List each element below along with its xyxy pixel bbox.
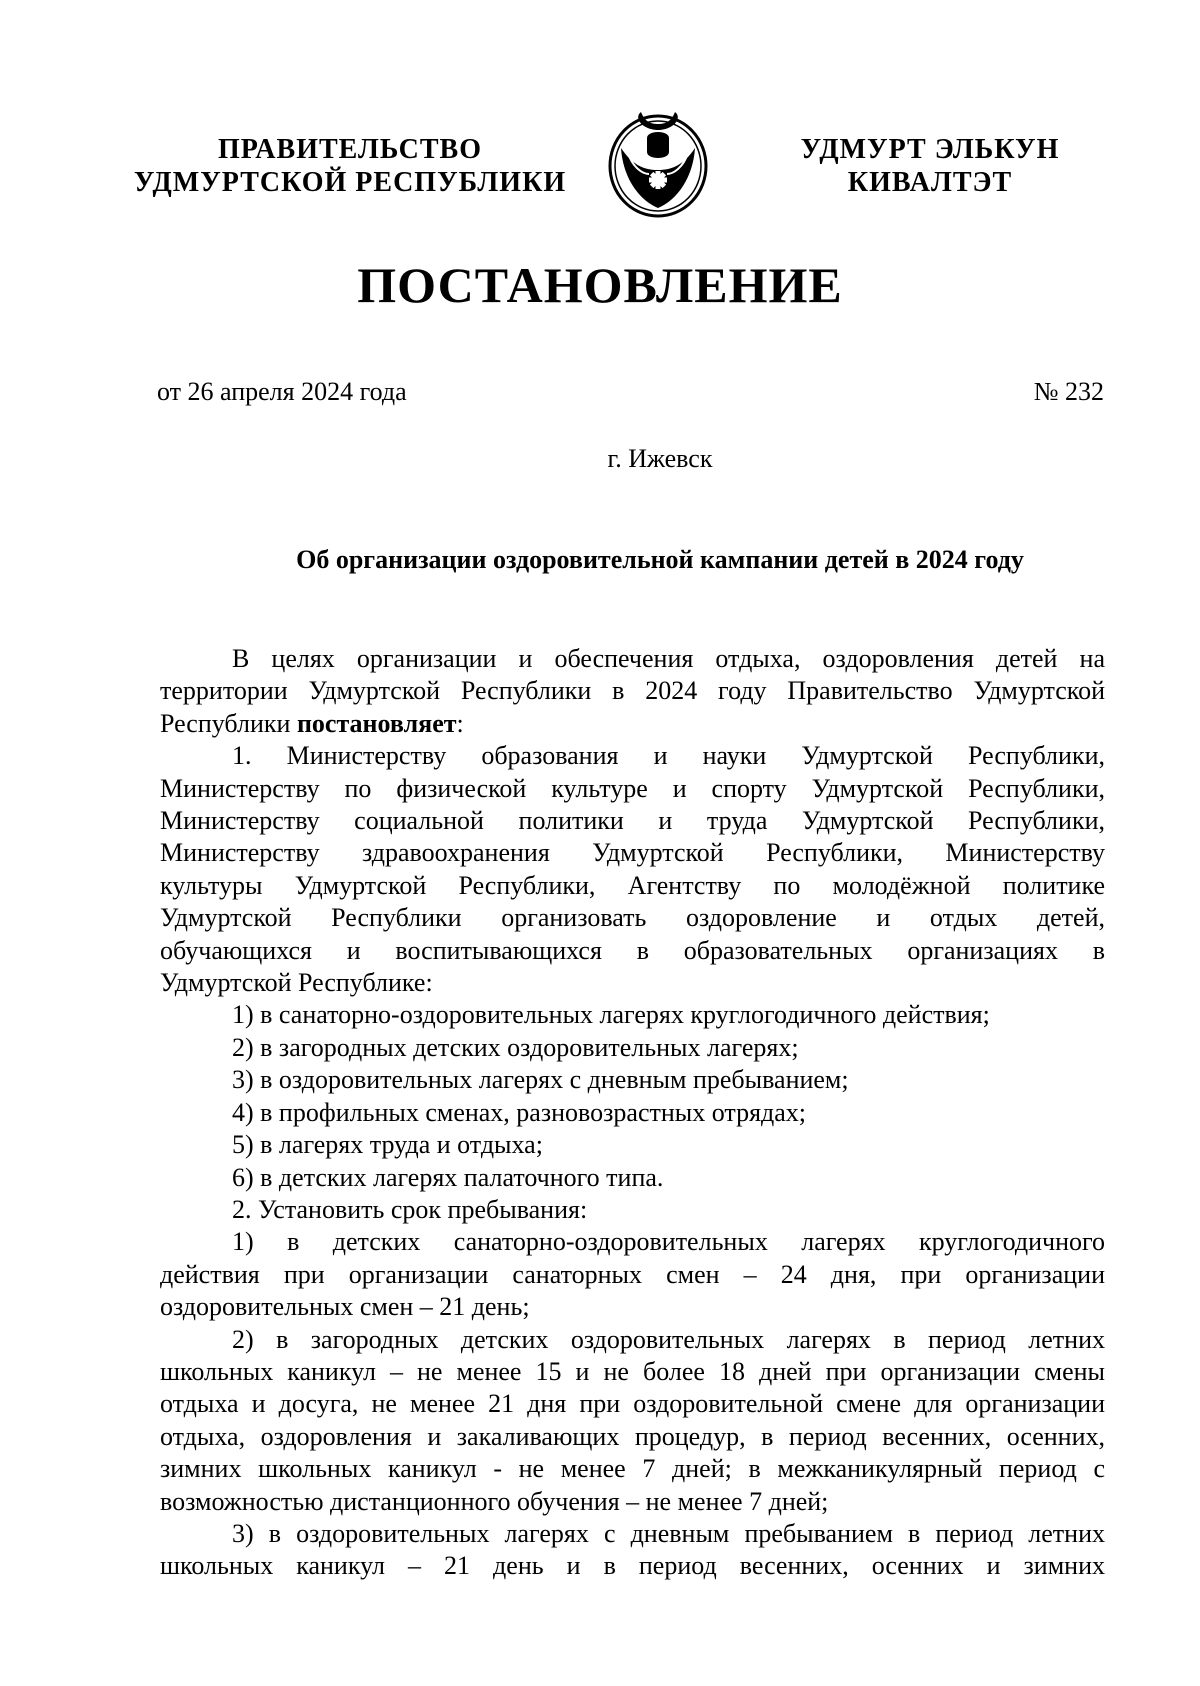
list-item: 2) в загородных детских оздоровительных лагерях;: [232, 1032, 799, 1062]
list-item: 1) в санаторно-оздоровительных лагерях круглогодичного действия;: [232, 1000, 990, 1030]
list-item: 6) в детских лагерях палаточного типа.: [232, 1162, 664, 1192]
paragraph-1-line: обучающихся и воспитывающихся в образовательных организациях в: [160, 935, 1105, 965]
government-name-udmurt-line2: КИВАЛТЭТ: [847, 167, 1013, 198]
list-item: 3) в оздоровительных лагерях с дневным пребыванием;: [232, 1065, 849, 1095]
government-name-line2: УДМУРТСКОЙ РЕСПУБЛИКИ: [133, 167, 567, 198]
paragraph-1-line: Министерству по физической культуре и спорту Удмуртской Республики,: [160, 773, 1105, 803]
government-name-russian: [130, 133, 570, 199]
paragraph-1-line: Министерству здравоохранения Удмуртской Республики, Министерству: [160, 838, 1105, 868]
document-subject: Об организации оздоровительной кампании детей в 2024 году: [296, 545, 1024, 574]
intro-line: В целях организации и обеспечения отдыха, оздоровления детей на: [232, 644, 1105, 673]
paragraph-1-line: культуры Удмуртской Республики, Агентству по молодёжной политике: [160, 870, 1105, 900]
paragraph-2-2-line: отдыха и досуга, не менее 21 дня при оздоровительной смене для организации: [160, 1389, 1105, 1419]
paragraph-2-1-line: 1) в детских санаторно-оздоровительных лагерях круглогодичного: [232, 1227, 1105, 1257]
intro-prefix: Республики: [160, 708, 297, 738]
government-name-udmurt-line1: УДМУРТ ЭЛЬКУН: [800, 134, 1060, 165]
paragraph-2-2-line: возможностью дистанционного обучения – не менее 7 дней;: [160, 1486, 829, 1516]
decree-keyword: постановляет: [296, 708, 457, 738]
paragraph-2-2-line: 2) в загородных детских оздоровительных лагерях в период летних: [232, 1324, 1105, 1354]
list-item: 5) в лагерях труда и отдыха;: [232, 1130, 543, 1160]
paragraph-2-2-line: школьных каникул – не менее 15 и не более 18 дней при организации смены: [160, 1356, 1105, 1386]
paragraph-2-2-line: зимних школьных каникул - не менее 7 дней; в межканикулярный период с: [160, 1454, 1105, 1484]
paragraph-2-1-line: действия при организации санаторных смен – 24 дня, при организации: [160, 1259, 1105, 1289]
paragraph-1-line: Министерству социальной политики и труда Удмуртской Республики,: [160, 806, 1105, 836]
document-number: № 232: [1033, 377, 1104, 406]
list-item: 4) в профильных сменах, разновозрастных отрядах;: [232, 1097, 807, 1127]
document-city: г. Ижевск: [607, 444, 713, 473]
intro-line: территории Удмуртской Республики в 2024 году Правительство Удмуртской: [160, 676, 1105, 706]
paragraph-2-2-line: отдыха, оздоровления и закаливающих процедур, в период весенних, осенних,: [160, 1421, 1105, 1451]
document-title: ПОСТАНОВЛЕНИЕ: [357, 257, 843, 313]
government-name-line1: ПРАВИТЕЛЬСТВО: [218, 134, 482, 165]
paragraph-2: 2. Установить срок пребывания:: [232, 1194, 588, 1224]
intro-suffix: :: [456, 708, 464, 738]
udmurt-emblem-icon: [603, 108, 713, 220]
paragraph-1-line: 1. Министерству образования и науки Удмуртской Республики,: [232, 741, 1105, 771]
paragraph-1-line: Удмуртской Республике:: [160, 968, 433, 998]
paragraph-1-line: Удмуртской Республики организовать оздоровление и отдых детей,: [160, 903, 1105, 933]
document-body: [160, 643, 1105, 1583]
paragraph-2-3-line: 3) в оздоровительных лагерях с дневным пребыванием в период летних: [232, 1518, 1105, 1548]
paragraph-2-3-line: школьных каникул – 21 день и в период весенних, осенних и зимних: [160, 1551, 1105, 1581]
government-name-udmurt: [780, 133, 1080, 199]
intro-line: [160, 708, 1105, 740]
document-date: от 26 апреля 2024 года: [157, 377, 407, 406]
paragraph-2-1-line: оздоровительных смен – 21 день;: [160, 1292, 530, 1322]
